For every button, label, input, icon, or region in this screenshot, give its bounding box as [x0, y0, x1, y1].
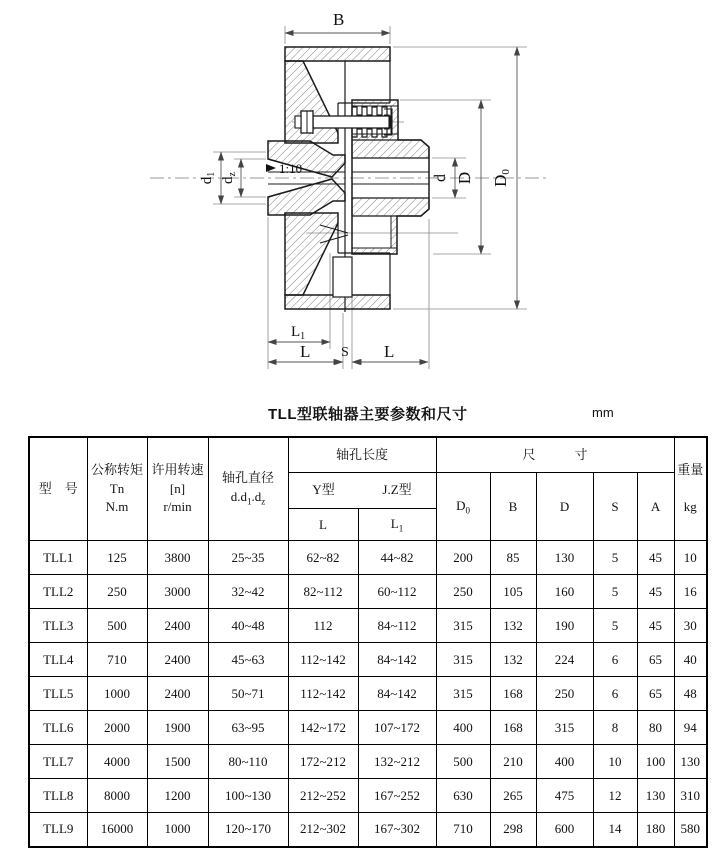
table-cell: 8 — [593, 711, 637, 745]
table-cell: 1200 — [147, 779, 208, 813]
table-cell: 80 — [637, 711, 674, 745]
serpentine-spring-top — [352, 107, 387, 116]
table-cell: 600 — [536, 813, 593, 847]
table-cell: 84~142 — [358, 643, 436, 677]
table-cell: 130 — [536, 541, 593, 575]
table-cell: 1900 — [147, 711, 208, 745]
table-cell: 14 — [593, 813, 637, 847]
table-cell: 3800 — [147, 541, 208, 575]
table-cell: TLL1 — [29, 541, 87, 575]
col-header-torque: 公称转矩 Tn N.m — [87, 437, 147, 541]
table-cell: 212~252 — [288, 779, 358, 813]
table-cell: 82~112 — [288, 575, 358, 609]
table-cell: 500 — [87, 609, 147, 643]
y-type-label: Y型 — [312, 482, 335, 498]
table-cell: 10 — [593, 745, 637, 779]
table-cell: 180 — [637, 813, 674, 847]
table-cell: 315 — [436, 643, 490, 677]
table-cell: TLL3 — [29, 609, 87, 643]
table-cell: TLL5 — [29, 677, 87, 711]
col-header-L: L — [288, 509, 358, 541]
table-cell: 30 — [674, 609, 707, 643]
table-cell: TLL7 — [29, 745, 87, 779]
table-cell: TLL9 — [29, 813, 87, 847]
table-cell: 94 — [674, 711, 707, 745]
label-D: D — [455, 171, 474, 185]
table-cell: 1000 — [147, 813, 208, 847]
sleeve-top-band — [352, 140, 429, 158]
table-cell: 2400 — [147, 677, 208, 711]
table-cell: 200 — [436, 541, 490, 575]
col-header-bore-dia: 轴孔直径 $d.d_1.d_z$ — [208, 437, 288, 541]
table-cell: 120~170 — [208, 813, 288, 847]
table-cell: TLL6 — [29, 711, 87, 745]
table-cell: 224 — [536, 643, 593, 677]
table-row — [29, 575, 707, 609]
table-cell: 8000 — [87, 779, 147, 813]
table-cell: 16 — [674, 575, 707, 609]
bolt-shaft — [313, 116, 390, 128]
table-row — [29, 677, 707, 711]
table-cell: 400 — [436, 711, 490, 745]
drum-rim-top — [285, 47, 390, 61]
table-body — [29, 541, 707, 847]
table-cell: 167~252 — [358, 779, 436, 813]
drum-left-half — [268, 47, 390, 312]
table-cell: 112 — [288, 609, 358, 643]
table-cell: 2000 — [87, 711, 147, 745]
table-cell: 130 — [674, 745, 707, 779]
table-cell: 475 — [536, 779, 593, 813]
table-cell: 400 — [536, 745, 593, 779]
label-L-right: L — [384, 342, 395, 361]
label-L1: $L_1$ — [291, 324, 306, 342]
col-header-L1: $L_1$ — [358, 509, 436, 541]
table-cell: 107~172 — [358, 711, 436, 745]
table-cell: 125 — [87, 541, 147, 575]
table-cell: 132~212 — [358, 745, 436, 779]
table-cell: 65 — [637, 677, 674, 711]
table-cell: 32~42 — [208, 575, 288, 609]
table-cell: 250 — [87, 575, 147, 609]
table-row — [29, 711, 707, 745]
table-cell: 212~302 — [288, 813, 358, 847]
table-cell: 44~82 — [358, 541, 436, 575]
table-cell: TLL8 — [29, 779, 87, 813]
col-header-B: B — [490, 473, 536, 541]
table-cell: 3000 — [147, 575, 208, 609]
table-cell: 5 — [593, 575, 637, 609]
table-cell: 710 — [436, 813, 490, 847]
table-cell: 168 — [490, 677, 536, 711]
label-S: S — [341, 345, 349, 360]
lower-disc-boss — [333, 257, 352, 297]
title-row — [0, 403, 725, 425]
table-cell: 310 — [674, 779, 707, 813]
col-header-D: D — [536, 473, 593, 541]
table-cell: 132 — [490, 643, 536, 677]
label-d1: $d_1$ — [199, 171, 217, 185]
table-cell: 48 — [674, 677, 707, 711]
table-cell: 85 — [490, 541, 536, 575]
label-taper: 1:10 — [279, 161, 303, 176]
table-cell: 210 — [490, 745, 536, 779]
table-cell: 65 — [637, 643, 674, 677]
table-cell: 112~142 — [288, 643, 358, 677]
table-cell: 5 — [593, 609, 637, 643]
table-cell: 190 — [536, 609, 593, 643]
table-cell: 63~95 — [208, 711, 288, 745]
table-cell: 167~302 — [358, 813, 436, 847]
table-cell: 630 — [436, 779, 490, 813]
label-L-left: L — [300, 342, 311, 361]
table-cell: 315 — [436, 677, 490, 711]
table-cell: 100 — [637, 745, 674, 779]
table-cell: 40~48 — [208, 609, 288, 643]
table-cell: 315 — [436, 609, 490, 643]
table-cell: 6 — [593, 643, 637, 677]
table-cell: 168 — [490, 711, 536, 745]
table-cell: 2400 — [147, 609, 208, 643]
label-d: d — [432, 174, 449, 182]
col-header-dimensions: 尺 寸 — [436, 437, 674, 473]
table-row — [29, 745, 707, 779]
table-cell: 62~82 — [288, 541, 358, 575]
col-header-bore-types — [288, 473, 436, 509]
table-cell: 10 — [674, 541, 707, 575]
bolt-tip — [295, 116, 301, 128]
label-dz: $d_z$ — [220, 172, 238, 184]
parameters-table — [28, 436, 708, 848]
table-cell: 25~35 — [208, 541, 288, 575]
table-cell: 4000 — [87, 745, 147, 779]
table-row — [29, 643, 707, 677]
coupling-section-drawing — [0, 0, 725, 398]
table-cell: 250 — [536, 677, 593, 711]
table-cell: 112~142 — [288, 677, 358, 711]
col-header-S: S — [593, 473, 637, 541]
table-row — [29, 541, 707, 575]
table-cell: 298 — [490, 813, 536, 847]
table-cell: 265 — [490, 779, 536, 813]
table-cell: 315 — [536, 711, 593, 745]
table-cell: 100~130 — [208, 779, 288, 813]
table-cell: 580 — [674, 813, 707, 847]
table-cell: 250 — [436, 575, 490, 609]
table-row — [29, 813, 707, 847]
col-header-D0: $D_0$ — [436, 473, 490, 541]
table-cell: TLL2 — [29, 575, 87, 609]
table-cell: 40 — [674, 643, 707, 677]
table-cell: 172~212 — [288, 745, 358, 779]
col-header-speed: 许用转速 [n] r/min — [147, 437, 208, 541]
table-row — [29, 609, 707, 643]
table-cell: 84~142 — [358, 677, 436, 711]
col-header-weight: 重量 kg — [674, 437, 707, 541]
table-cell: 45 — [637, 575, 674, 609]
col-header-A: A — [637, 473, 674, 541]
col-header-bore-length: 轴孔长度 — [288, 437, 436, 473]
table-cell: 132 — [490, 609, 536, 643]
table-cell: 45~63 — [208, 643, 288, 677]
table-cell: 1500 — [147, 745, 208, 779]
table-cell: 16000 — [87, 813, 147, 847]
table-title: TLL型联轴器主要参数和尺寸 — [268, 406, 468, 423]
table-cell: 500 — [436, 745, 490, 779]
table-cell: 60~112 — [358, 575, 436, 609]
table-cell: 130 — [637, 779, 674, 813]
taper-symbol — [266, 164, 276, 172]
sleeve-bottom-band — [352, 198, 429, 216]
table-cell: 12 — [593, 779, 637, 813]
jz-type-label: J.Z型 — [382, 482, 412, 498]
table-cell: 1000 — [87, 677, 147, 711]
table-cell: 80~110 — [208, 745, 288, 779]
label-D0: D0 — [491, 169, 512, 187]
table-cell: 710 — [87, 643, 147, 677]
table-cell: TLL4 — [29, 643, 87, 677]
table-cell: 45 — [637, 541, 674, 575]
label-B: B — [333, 10, 345, 29]
table-cell: 2400 — [147, 643, 208, 677]
table-cell: 105 — [490, 575, 536, 609]
table-cell: 6 — [593, 677, 637, 711]
unit-label: mm — [592, 405, 614, 420]
table-cell: 5 — [593, 541, 637, 575]
table-cell: 160 — [536, 575, 593, 609]
table-cell: 50~71 — [208, 677, 288, 711]
table-cell: 142~172 — [288, 711, 358, 745]
table-cell: 84~112 — [358, 609, 436, 643]
table-cell: 45 — [637, 609, 674, 643]
col-header-model: 型 号 — [29, 437, 87, 541]
table-row — [29, 779, 707, 813]
